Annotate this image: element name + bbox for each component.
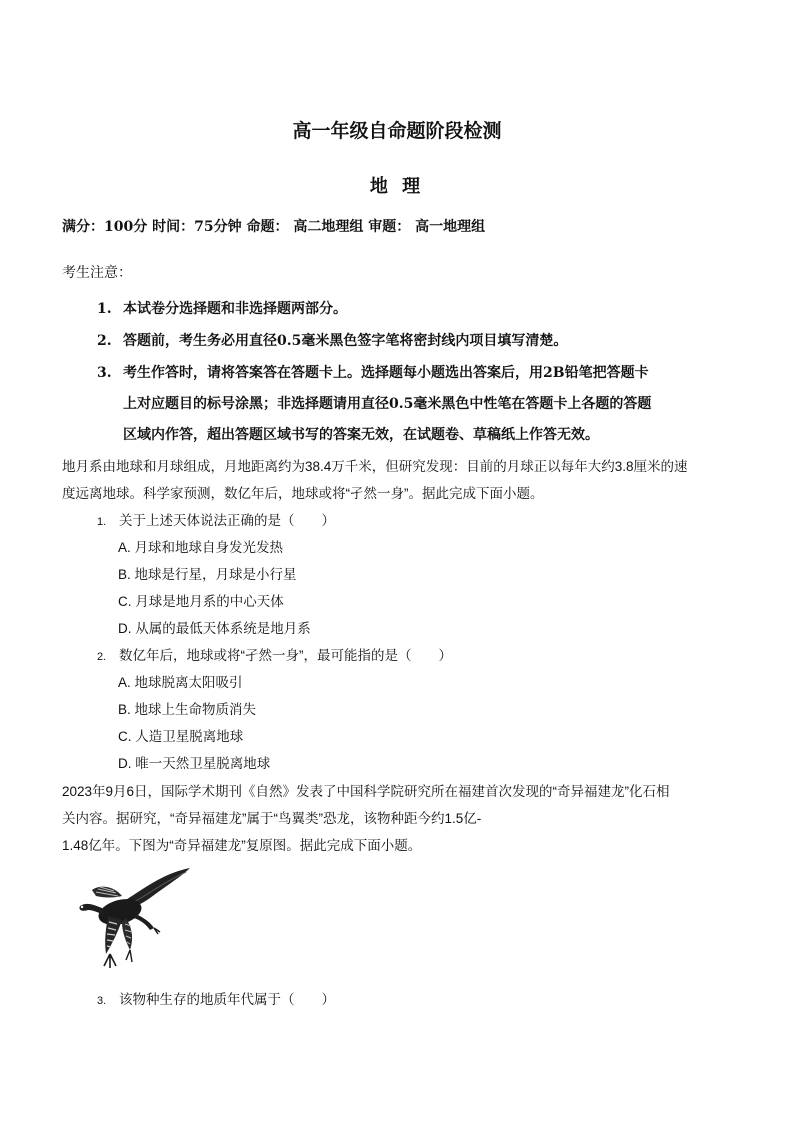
notice-item-number: 3.: [97, 365, 112, 381]
notice-item-1: [97, 298, 347, 318]
passage2-line-3: 1.48亿年。下图为“奇异福建龙”复原图。据此完成下面小题。: [62, 838, 422, 853]
option-d[interactable]: D. 唯一天然卫星脱离地球: [118, 756, 271, 771]
option-c[interactable]: C. 人造卫星脱离地球: [118, 729, 244, 744]
notice-item-text: 答题前，考生务必用直径0.5毫米黑色签字笔将密封线内项目填写清楚。: [123, 333, 568, 349]
dinosaur-illustration-icon: [70, 862, 196, 980]
question-stem: 关于上述天体说法正确的是（ ）: [119, 513, 335, 528]
passage1-line-2: 度远离地球。科学家预测，数亿年后，地球或将“孑然一身”。据此完成下面小题。: [62, 486, 544, 501]
option-d[interactable]: D. 从属的最低天体系统是地月系: [118, 621, 311, 636]
notice-item-number: 2.: [97, 333, 112, 349]
exam-meta: 满分：100分 时间：75分钟 命题： 高二地理组 审题： 高一地理组: [62, 219, 486, 235]
question-number: 3.: [97, 995, 107, 1007]
question-1: [97, 509, 335, 529]
notice-item-number: 1.: [97, 301, 112, 317]
option-b[interactable]: B. 地球是行星，月球是小行星: [118, 567, 297, 582]
notice-item-text: 考生作答时，请将答案答在答题卡上。选择题每小题选出答案后，用2B铅笔把答题卡: [123, 365, 649, 381]
option-c[interactable]: C. 月球是地月系的中心天体: [118, 594, 284, 609]
passage2-line-1: 2023年9月6日，国际学术期刊《自然》发表了中国科学院研究所在福建首次发现的“奇异福建龙”化石相: [62, 784, 670, 799]
notice-item-2: [97, 330, 567, 350]
passage1-line-1: 地月系由地球和月球组成，月地距离约为38.4万千米，但研究发现：目前的月球正以每年大约3.8厘米的速: [62, 459, 688, 474]
question-number: 1.: [97, 516, 107, 528]
subject-title: 地 理: [369, 176, 425, 197]
question-stem: 该物种生存的地质年代属于（ ）: [119, 992, 335, 1007]
notice-item-3: [97, 362, 649, 382]
option-a[interactable]: A. 月球和地球自身发光发热: [118, 540, 284, 555]
passage2-line-2: 关内容。据研究，“奇异福建龙”属于“鸟翼类”恐龙，该物种距今约1.5亿-: [62, 811, 482, 826]
option-a[interactable]: A. 地球脱离太阳吸引: [118, 675, 243, 690]
option-b[interactable]: B. 地球上生命物质消失: [118, 702, 257, 717]
exam-title: 高一年级自命题阶段检测: [292, 120, 502, 142]
question-stem: 数亿年后，地球或将“孑然一身”，最可能指的是（ ）: [119, 648, 452, 663]
notice-label: 考生注意：: [62, 265, 132, 281]
notice-item-3-line-3: 区域内作答，超出答题区域书写的答案无效，在试题卷、草稿纸上作答无效。: [123, 427, 599, 443]
notice-item-text: 本试卷分选择题和非选择题两部分。: [123, 301, 347, 317]
notice-item-3-line-2: 上对应题目的标号涂黑；非选择题请用直径0.5毫米黑色中性笔在答题卡上各题的答题: [123, 396, 652, 412]
question-3: [97, 988, 335, 1008]
question-number: 2.: [97, 651, 107, 663]
question-2: [97, 644, 452, 664]
